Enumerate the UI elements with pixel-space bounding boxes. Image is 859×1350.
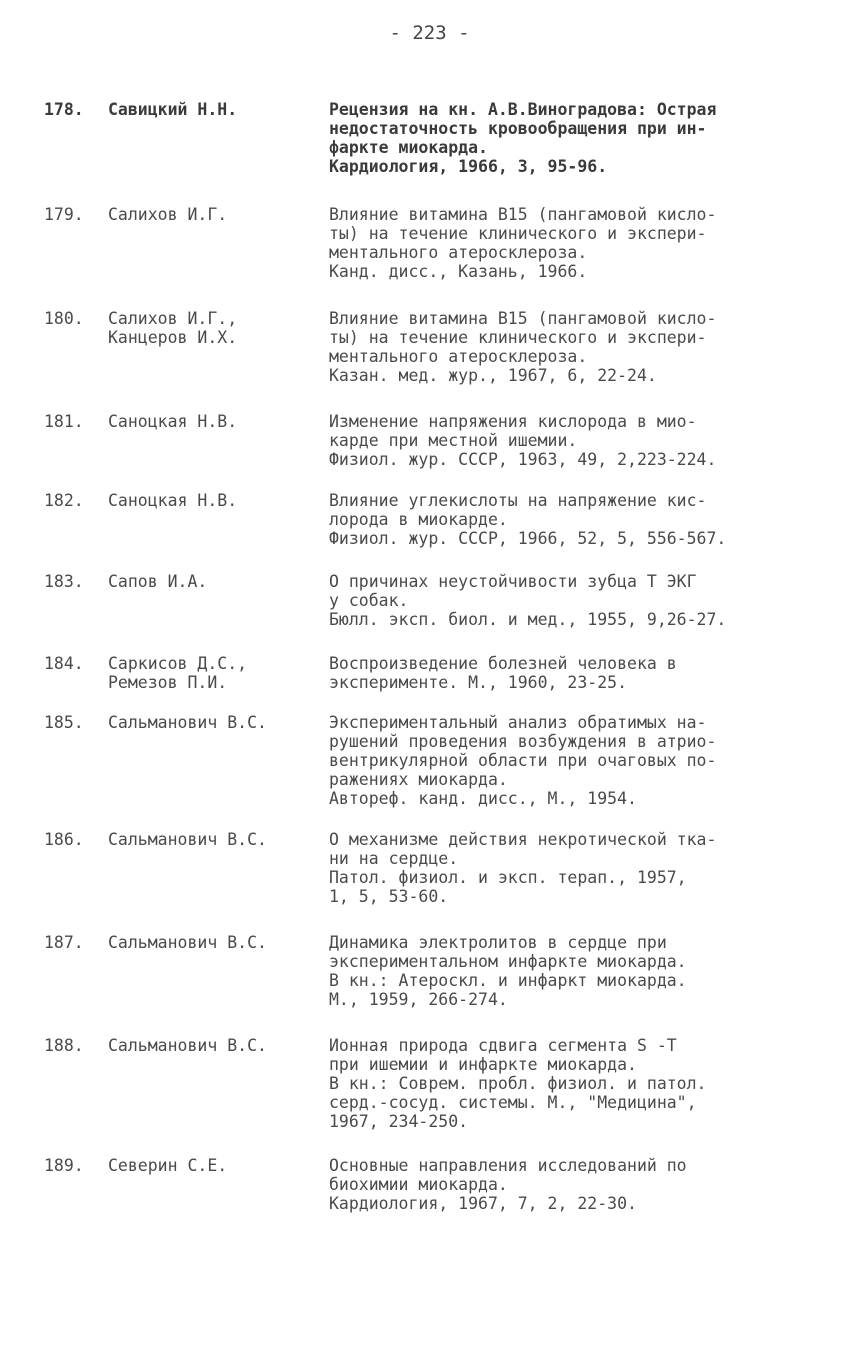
entry-line: М., 1959, 266-274. [329, 990, 508, 1009]
entry-authors [108, 654, 328, 692]
entry-number: 187. [44, 933, 84, 952]
entry-line: 1967, 234-250. [329, 1112, 469, 1131]
entry-line: Ионная природа сдвига сегмента S -Т [329, 1036, 677, 1055]
entry-author: Сальманович В.С. [108, 830, 267, 849]
entry-authors [108, 713, 328, 732]
entry-line: эксперименте. М., 1960, 23-25. [329, 673, 628, 692]
entry-citation [329, 1156, 824, 1213]
entry-number: 188. [44, 1036, 84, 1055]
entry-author: Сальманович В.С. [108, 933, 267, 952]
entry-citation [329, 491, 824, 548]
page-number: - 223 - [389, 22, 470, 44]
entry-number: 185. [44, 713, 84, 732]
entry-authors [108, 309, 328, 347]
entry-line: ражениях миокарда. [329, 770, 508, 789]
entry-line: Влияние витамина B15 (пангамовой кисло- [329, 309, 717, 328]
entry-line: О механизме действия некротической тка- [329, 830, 717, 849]
entry-number: 186. [44, 830, 84, 849]
entry-authors [108, 933, 328, 952]
entry-author: Саноцкая Н.В. [108, 491, 238, 510]
entry-author: Салихов И.Г., [108, 309, 238, 328]
entry-line: карде при местной ишемии. [329, 431, 578, 450]
entry-citation [329, 1036, 824, 1131]
entry-line: лорода в миокарде. [329, 510, 508, 529]
entry-line: Изменение напряжения кислорода в мио- [329, 412, 697, 431]
entry-line: рушений проведения возбуждения в атрио- [329, 732, 717, 751]
entry-line: Бюлл. эксп. биол. и мед., 1955, 9,26-27. [329, 610, 727, 629]
entry-author: Сальманович В.С. [108, 1036, 267, 1055]
entry-line: ментального атеросклероза. [329, 347, 588, 366]
entry-line: В кн.: Соврем. пробл. физиол. и патол. [329, 1074, 707, 1093]
entry-citation [329, 412, 824, 469]
entry-line: Влияние витамина B15 (пангамовой кисло- [329, 205, 717, 224]
entry-citation [329, 654, 824, 692]
entry-line: Рецензия на кн. А.В.Виноградова: Острая [329, 100, 717, 119]
entry-number: 182. [44, 491, 84, 510]
entry-line: Основные направления исследований по [329, 1156, 687, 1175]
entry-number: 184. [44, 654, 84, 673]
entry-line: Физиол. жур. СССР, 1966, 52, 5, 556-567. [329, 529, 727, 548]
entry-line: Воспроизведение болезней человека в [329, 654, 677, 673]
entry-line: ни на сердце. [329, 849, 459, 868]
entry-citation [329, 933, 824, 1009]
entry-citation [329, 205, 824, 281]
entry-line: Физиол. жур. СССР, 1963, 49, 2,223-224. [329, 450, 717, 469]
entry-authors [108, 830, 328, 849]
entry-line: Экспериментальный анализ обратимых на- [329, 713, 707, 732]
entry-line: экспериментальном инфаркте миокарда. [329, 952, 687, 971]
entry-line: серд.-сосуд. системы. М., "Медицина", [329, 1093, 697, 1112]
entry-line: О причинах неустойчивости зубца Т ЭКГ [329, 572, 697, 591]
entry-citation [329, 830, 824, 906]
entry-authors [108, 205, 328, 224]
entry-number: 179. [44, 205, 84, 224]
entry-author: Северин С.Е. [108, 1156, 228, 1175]
entry-authors [108, 1036, 328, 1055]
entry-line: Автореф. канд. дисс., М., 1954. [329, 789, 637, 808]
entry-line: Кардиология, 1966, 3, 95-96. [329, 157, 608, 176]
entry-authors [108, 572, 328, 591]
entry-authors [108, 412, 328, 431]
entry-line: недостаточность кровообращения при ин- [329, 119, 707, 138]
entry-line: В кн.: Атероскл. и инфаркт миокарда. [329, 971, 687, 990]
entry-line: Патол. физиол. и эксп. терап., 1957, [329, 868, 687, 887]
entry-authors [108, 100, 328, 119]
entry-author: Саноцкая Н.В. [108, 412, 238, 431]
entry-number: 189. [44, 1156, 84, 1175]
entry-author: Салихов И.Г. [108, 205, 228, 224]
entry-citation [329, 572, 824, 629]
entry-authors [108, 1156, 328, 1175]
entry-number: 178. [44, 100, 84, 119]
entry-authors [108, 491, 328, 510]
entry-citation [329, 713, 824, 808]
entry-author: Канцеров И.Х. [108, 328, 238, 347]
entry-line: вентрикулярной области при очаговых по- [329, 751, 717, 770]
entry-line: ты) на течение клинического и экспери- [329, 328, 707, 347]
entry-line: у собак. [329, 591, 409, 610]
entry-line: Кардиология, 1967, 7, 2, 22-30. [329, 1194, 637, 1213]
entry-line: Влияние углекислоты на напряжение кис- [329, 491, 707, 510]
entry-citation [329, 100, 824, 176]
entry-author: Сапов И.А. [108, 572, 208, 591]
entry-line: биохимии миокарда. [329, 1175, 508, 1194]
entry-citation [329, 309, 824, 385]
entry-author: Саркисов Д.С., [108, 654, 248, 673]
entry-line: фаркте миокарда. [329, 138, 488, 157]
entry-line: ты) на течение клинического и экспери- [329, 224, 707, 243]
entry-line: Казан. мед. жур., 1967, 6, 22-24. [329, 366, 657, 385]
entry-line: ментального атеросклероза. [329, 243, 588, 262]
entry-line: Канд. дисс., Казань, 1966. [329, 262, 588, 281]
entry-author: Сальманович В.С. [108, 713, 267, 732]
entry-number: 180. [44, 309, 84, 328]
entry-line: Динамика электролитов в сердце при [329, 933, 667, 952]
entry-line: при ишемии и инфаркте миокарда. [329, 1055, 637, 1074]
entry-line: 1, 5, 53-60. [329, 887, 449, 906]
entry-author: Савицкий Н.Н. [108, 100, 238, 119]
entry-author: Ремезов П.И. [108, 673, 228, 692]
entry-number: 181. [44, 412, 84, 431]
entry-number: 183. [44, 572, 84, 591]
